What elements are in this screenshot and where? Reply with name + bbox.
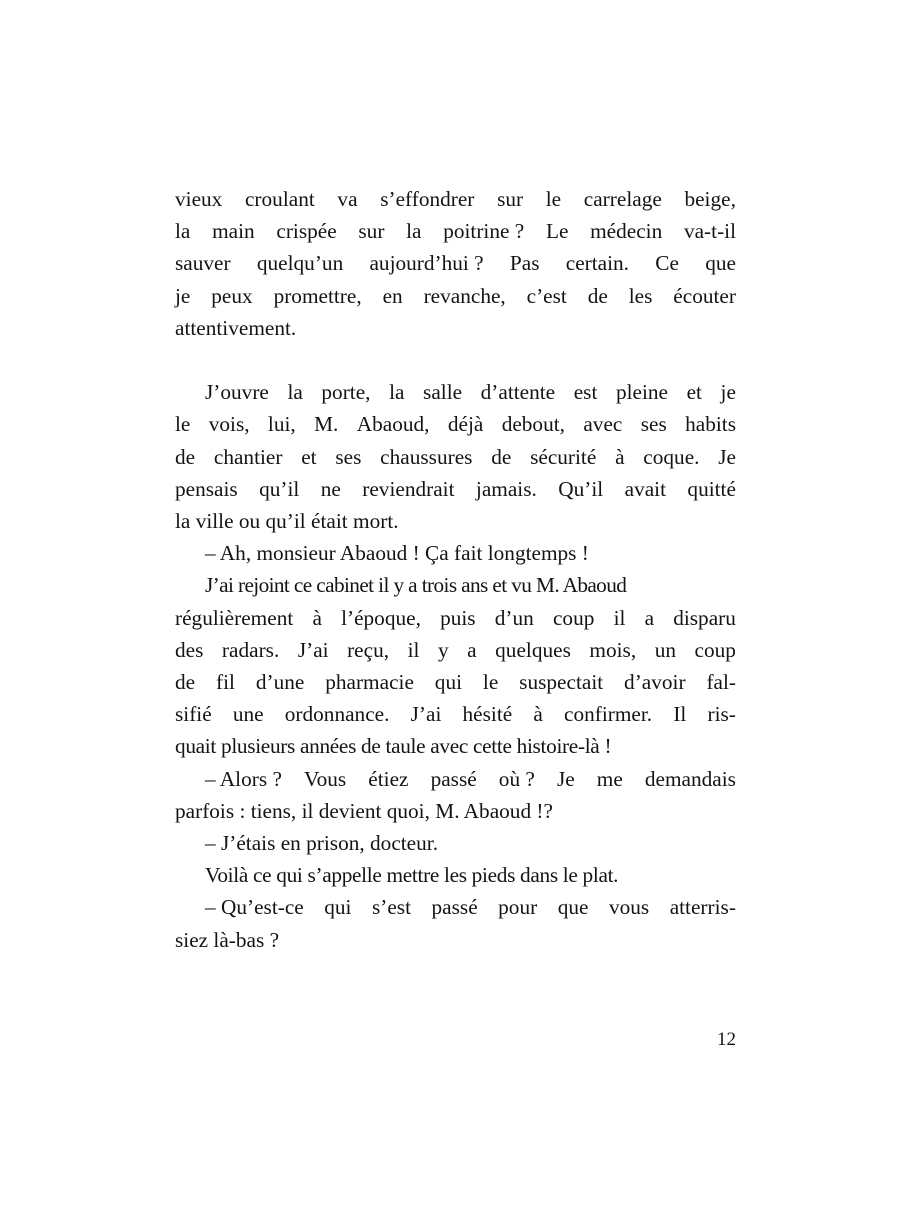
text-line: J’ouvre la porte, la salle d’attente est pleine et je [205, 380, 736, 405]
text-line: – J’étais en prison, docteur. [205, 831, 439, 856]
text-line: le vois, lui, M. Abaoud, déjà debout, avec ses habits [175, 412, 736, 437]
page-number: 12 [717, 1029, 736, 1050]
paragraph-continued [175, 183, 736, 344]
text-line: J’ai rejoint ce cabinet il y a trois ans et vu M. Abaoud [205, 573, 627, 598]
text-line: quait plusieurs années de taule avec cette histoire-là ! [175, 734, 612, 759]
text-line: régulièrement à l’époque, puis d’un coup il a disparu [175, 605, 736, 630]
text-line: parfois : tiens, il devient quoi, M. Abaoud !? [175, 798, 553, 823]
paragraph-dialogue-2 [175, 763, 736, 827]
text-line: – Qu’est-ce qui s’est passé pour que vous atterris- [205, 895, 736, 920]
body-text-block [175, 183, 736, 956]
text-line: attentivement. [175, 315, 297, 340]
text-line: siez là-bas ? [175, 927, 280, 952]
text-line: de fil d’une pharmacie qui le suspectait d’avoir fal- [175, 670, 736, 695]
text-line: je peux promettre, en revanche, c’est de les écouter [175, 283, 736, 308]
text-line: Voilà ce qui s’appelle mettre les pieds dans le plat. [205, 863, 619, 888]
paragraph-dialogue-4 [175, 891, 736, 955]
text-line: vieux croulant va s’effondrer sur le carrelage beige, [175, 187, 736, 211]
paragraph-spacer [175, 344, 736, 376]
text-line: pensais qu’il ne reviendrait jamais. Qu’il avait quitté [175, 476, 736, 501]
text-line: sauver quelqu’un aujourd’hui ? Pas certain. Ce que [175, 251, 736, 276]
paragraph-voila [175, 859, 736, 891]
text-line: – Ah, monsieur Abaoud ! Ça fait longtemps ! [205, 541, 589, 566]
text-line: sifié une ordonnance. J’ai hésité à confirmer. Il ris- [175, 702, 736, 727]
text-line: la ville ou qu’il était mort. [175, 509, 399, 534]
paragraph-jai-rejoint [175, 569, 736, 762]
paragraph-dialogue-3 [175, 827, 736, 859]
text-line: des radars. J’ai reçu, il y a quelques mois, un coup [175, 637, 736, 662]
text-line: de chantier et ses chaussures de sécurité à coque. Je [175, 444, 736, 469]
paragraph-jouvre [175, 376, 736, 537]
paragraph-dialogue-1 [175, 537, 736, 569]
text-line: – Alors ? Vous étiez passé où ? Je me demandais [205, 766, 736, 791]
text-line: la main crispée sur la poitrine ? Le médecin va-t-il [175, 219, 736, 244]
